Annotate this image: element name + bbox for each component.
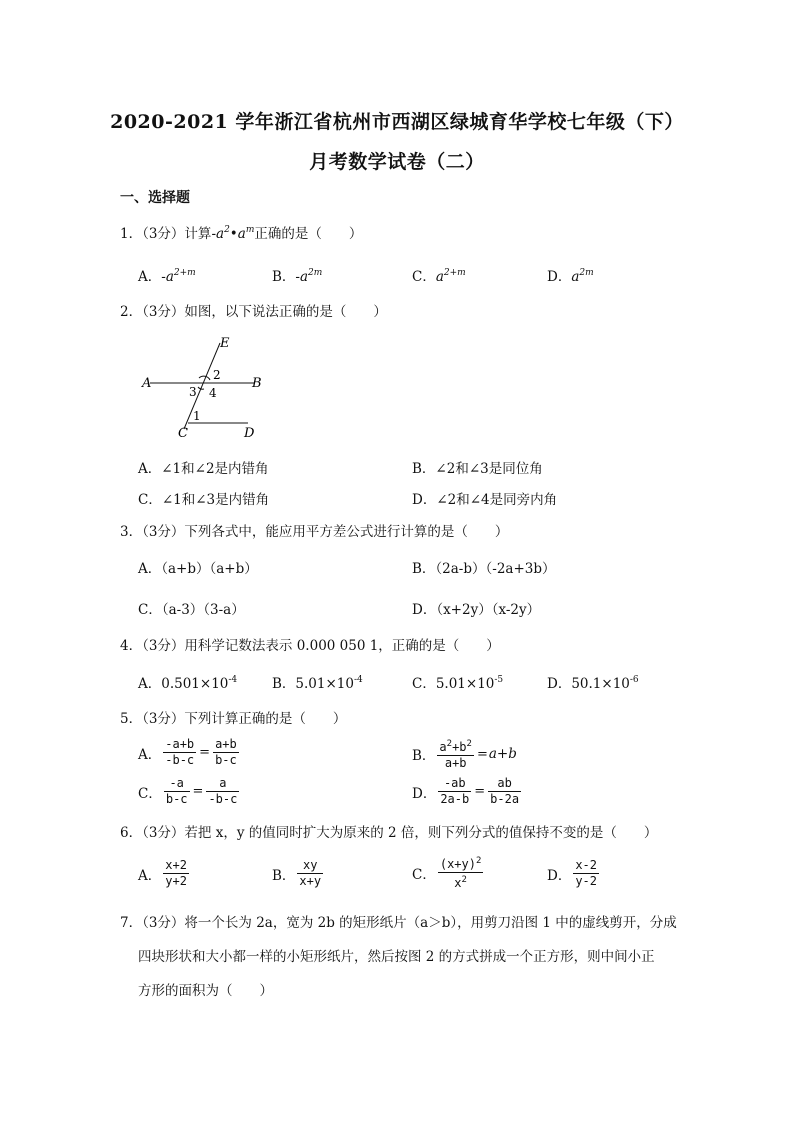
question-6-option-a[interactable]: A． $\frac{x+2}{y+2}$ (138, 858, 187, 888)
question-4-option-a[interactable]: A．$0.501\times 10^{-4}$ (138, 675, 238, 692)
label-a: A (142, 376, 152, 391)
question-7-line-2: 四块形状和大小都一样的小矩形纸片，然后按图 2 的方式拼成一个正方形，则中间小正 (138, 949, 655, 965)
question-7-stem (120, 906, 690, 1008)
fraction: $\frac{-ab}{2a-b}$ (440, 776, 470, 806)
question-2-option-d[interactable]: D．∠2和∠4是同旁内角 (412, 492, 558, 508)
question-7-line-1: 7．（3分）将一个长为 2a，宽为 2b 的矩形纸片（a＞b），用剪刀沿图 1 中的虚线剪开，分成 (120, 915, 677, 931)
question-6-stem: 6．（3分）若把 x，y 的值同时扩大为原来的 2 倍，则下列分式的值保持不变的是（ ） (120, 825, 658, 841)
fraction: $\frac{a}{-b-c}$ (208, 776, 238, 806)
label-angle-3: 3 (189, 385, 197, 399)
question-4-stem: 4．（3分）用科学记数法表示 0.000 050 1，正确的是（ ） (120, 638, 500, 654)
fraction: $\frac{x+2}{y+2}$ (165, 858, 187, 888)
fraction: $\frac{a+b}{b-c}$ (215, 737, 237, 767)
question-1-stem: 1．（3分）计算$-a^2•a^m$正确的是（ ） (120, 225, 363, 242)
question-1-option-c[interactable]: C．$a^{2+m}$ (412, 268, 466, 285)
question-1-option-d[interactable]: D．$a^{2m}$ (547, 268, 594, 285)
question-7-line-3: 方形的面积为（ ） (138, 983, 273, 999)
label-d: D (244, 426, 255, 441)
question-5-option-a[interactable]: A． $\frac{-a+b}{-b-c}$ = $\frac{a+b}{b-c}$ (138, 737, 237, 767)
question-3-option-b[interactable]: B．（2a-b）（-2a+3b） (412, 561, 556, 577)
question-4-option-c[interactable]: C．$5.01\times 10^{-5}$ (412, 675, 504, 692)
exam-title-line1: 2020-2021 学年浙江省杭州市西湖区绿城育华学校七年级（下） (110, 111, 684, 133)
label-angle-1: 1 (193, 409, 201, 423)
question-2-figure (136, 333, 276, 443)
label-angle-2: 2 (213, 368, 221, 382)
question-6-option-c[interactable]: C． $\frac{(x+y)^2}{x^2}$ (412, 856, 482, 890)
fraction: $\frac{xy}{x+y}$ (299, 858, 322, 888)
question-5-stem: 5．（3分）下列计算正确的是（ ） (120, 711, 347, 727)
question-5-option-c[interactable]: C． $\frac{-a}{b-c}$ = $\frac{a}{-b-c}$ (138, 776, 238, 806)
section-heading: 一、选择题 (120, 190, 190, 206)
fraction: $\frac{x-2}{y-2}$ (575, 858, 598, 888)
label-b: B (252, 376, 262, 391)
question-3-option-c[interactable]: C．（a-3）（3-a） (138, 602, 245, 618)
fraction: $\frac{-a+b}{-b-c}$ (165, 737, 195, 767)
question-3-stem: 3．（3分）下列各式中，能应用平方差公式进行计算的是（ ） (120, 524, 509, 540)
question-5-option-b[interactable]: B． $\frac{a^2+b^2}{a+b}$ =a+b (412, 739, 517, 770)
fraction: $\frac{ab}{b-2a}$ (490, 776, 520, 806)
fraction: $\frac{(x+y)^2}{x^2}$ (439, 856, 482, 890)
question-3-option-a[interactable]: A．（a+b）（a+b） (138, 561, 258, 577)
question-2-option-c[interactable]: C．∠1和∠3是内错角 (138, 492, 270, 508)
question-5-option-d[interactable]: D． $\frac{-ab}{2a-b}$ = $\frac{ab}{b-2a}$ (412, 776, 520, 806)
question-4-option-d[interactable]: D．$50.1\times 10^{-6}$ (547, 675, 639, 692)
question-1-option-b[interactable]: B．$-a^{2m}$ (272, 268, 323, 285)
exam-title-line2: 月考数学试卷（二） (309, 151, 485, 173)
label-e: E (220, 336, 230, 351)
question-2-option-b[interactable]: B．∠2和∠3是同位角 (412, 461, 543, 477)
fraction: $\frac{a^2+b^2}{a+b}$ (439, 739, 472, 770)
question-6-option-d[interactable]: D． $\frac{x-2}{y-2}$ (547, 858, 598, 888)
question-6-option-b[interactable]: B． $\frac{xy}{x+y}$ (272, 858, 322, 888)
question-2-stem: 2．（3分）如图，以下说法正确的是（ ） (120, 304, 387, 320)
question-3-option-d[interactable]: D．（x+2y）（x-2y） (412, 602, 541, 618)
question-1-option-a[interactable]: A．$-a^{2+m}$ (138, 268, 196, 285)
label-c: C (178, 426, 188, 441)
fraction: $\frac{-a}{b-c}$ (165, 776, 188, 806)
question-4-option-b[interactable]: B．$5.01\times 10^{-4}$ (272, 675, 363, 692)
question-2-option-a[interactable]: A．∠1和∠2是内错角 (138, 461, 269, 477)
label-angle-4: 4 (209, 386, 217, 400)
